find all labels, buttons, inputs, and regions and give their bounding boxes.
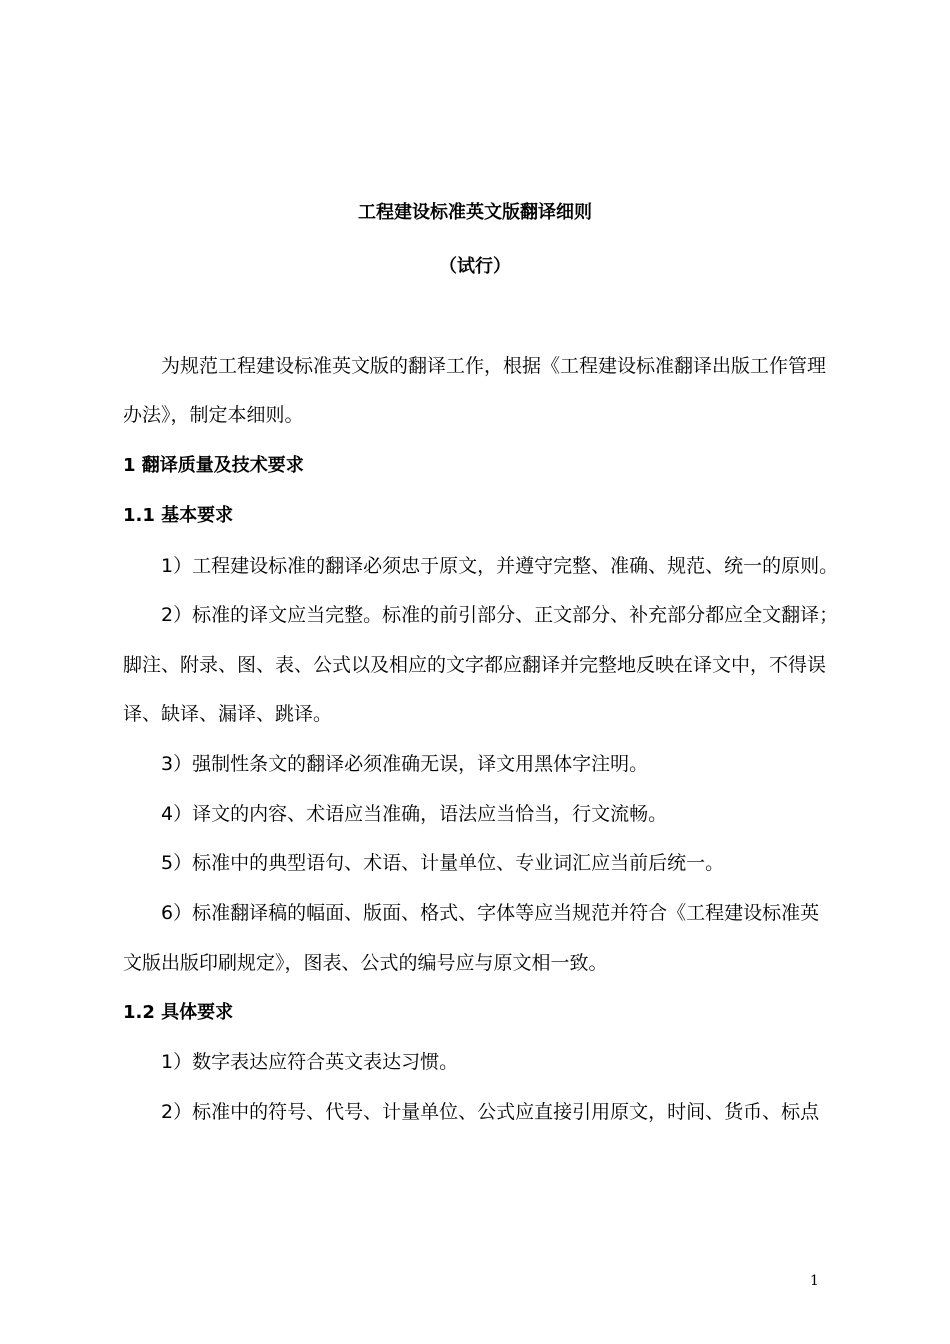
intro-line: 办法》，制定本细则。 [123, 404, 304, 426]
page-number: 1 [810, 1273, 819, 1289]
paragraph-line: 2）标准中的符号、代号、计量单位、公式应直接引用原文，时间、货币、标点 [161, 1101, 820, 1123]
paragraph-line: 文版出版印刷规定》，图表、公式的编号应与原文相一致。 [123, 952, 608, 974]
paragraph-line: 4）译文的内容、术语应当准确，语法应当恰当，行文流畅。 [161, 803, 668, 825]
paragraph-line: 1）工程建设标准的翻译必须忠于原文，并遵守完整、准确、规范、统一的原则。 [161, 555, 839, 577]
section-heading: 1 翻译质量及技术要求 [123, 455, 304, 476]
paragraph-line: 5）标准中的典型语句、术语、计量单位、专业词汇应当前后统一。 [161, 852, 725, 874]
paragraph-line: 6）标准翻译稿的幅面、版面、格式、字体等应当规范并符合《工程建设标准英 [161, 902, 820, 924]
intro-line: 为规范工程建设标准英文版的翻译工作，根据《工程建设标准翻译出版工作管理 [161, 355, 827, 377]
document-subtitle: （试行） [439, 256, 511, 277]
paragraph-line: 译、缺译、漏译、跳译。 [123, 703, 333, 725]
paragraph-line: 脚注、附录、图、表、公式以及相应的文字都应翻译并完整地反映在译文中，不得误 [123, 654, 827, 676]
subsection-heading: 1.1 基本要求 [123, 505, 234, 526]
paragraph-line: 1）数字表达应符合英文表达习惯。 [161, 1051, 459, 1073]
subsection-heading: 1.2 具体要求 [123, 1002, 234, 1023]
document-title: 工程建设标准英文版翻译细则 [358, 202, 592, 223]
paragraph-line: 3）强制性条文的翻译必须准确无误，译文用黑体字注明。 [161, 753, 649, 775]
paragraph-line: 2）标准的译文应当完整。标准的前引部分、正文部分、补充部分都应全文翻译； [161, 604, 839, 626]
